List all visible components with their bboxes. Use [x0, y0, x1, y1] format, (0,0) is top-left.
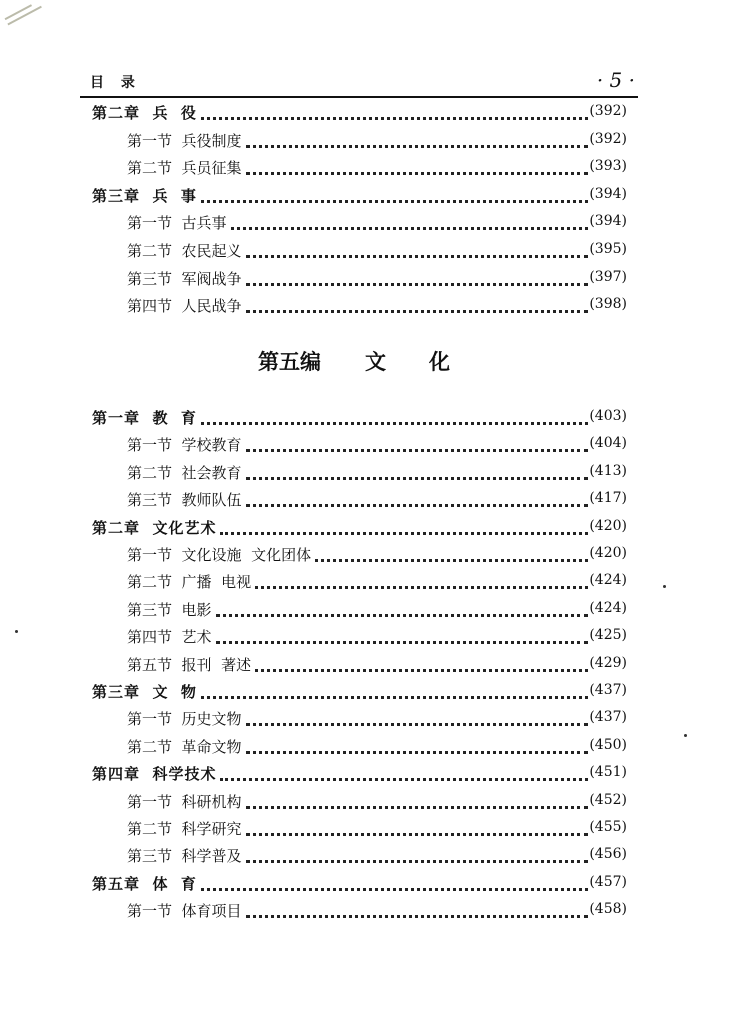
dot-leader	[255, 669, 588, 672]
dot-leader	[315, 559, 588, 562]
header-divider	[80, 96, 638, 98]
dot-leader	[246, 504, 588, 507]
page-reference: (458)	[589, 901, 627, 918]
dot-leader	[246, 310, 588, 313]
chapter-title: 第三章 文 物	[92, 683, 197, 701]
toc-section-row	[0, 542, 743, 569]
toc-section-row	[0, 210, 743, 237]
toc-chapter-row	[0, 761, 743, 788]
toc-chapter-row	[0, 405, 743, 432]
page-reference: (398)	[589, 296, 627, 313]
page-reference: (417)	[589, 490, 627, 507]
toc-section-row	[0, 652, 743, 679]
toc-section-row	[0, 898, 743, 925]
toc-chapter-row	[0, 871, 743, 898]
toc-section-row	[0, 155, 743, 182]
page-reference: (403)	[589, 408, 627, 424]
dot-leader	[201, 422, 588, 425]
page-reference: (429)	[589, 654, 627, 671]
dot-leader	[246, 477, 588, 480]
page-reference: (392)	[589, 103, 627, 119]
section-title: 第三节 电影	[127, 600, 212, 619]
section-title: 第五节 报刊 著述	[127, 655, 252, 674]
page-reference: (420)	[589, 545, 627, 561]
chapter-title: 第四章 科学技术	[92, 765, 217, 784]
page-reference: (425)	[589, 627, 627, 644]
dot-leader	[246, 145, 588, 148]
dot-leader	[216, 641, 588, 644]
page-reference: (437)	[589, 682, 627, 698]
section-title: 第三节 教师队伍	[127, 491, 242, 510]
scan-speck	[663, 585, 666, 588]
page-reference: (404)	[589, 435, 627, 452]
section-title: 第一节 科研机构	[127, 792, 242, 811]
running-title: 目 录	[90, 75, 141, 91]
dot-leader	[246, 449, 588, 452]
section-title: 第二节 广播 电视	[127, 573, 252, 592]
page-reference: (451)	[589, 764, 627, 781]
page-reference: (450)	[589, 736, 627, 753]
part-title-word-1: 文	[365, 349, 386, 374]
section-title: 第一节 兵役制度	[127, 131, 242, 150]
page-reference: (457)	[589, 873, 627, 890]
dot-leader	[246, 723, 588, 726]
section-title: 第一节 历史文物	[127, 710, 242, 729]
section-title: 第二节 革命文物	[127, 737, 242, 756]
scan-speck	[684, 734, 687, 737]
chapter-title: 第二章 文化艺术	[92, 518, 217, 537]
dot-leader	[216, 614, 588, 617]
dot-leader	[246, 283, 588, 286]
toc-chapter-row	[0, 679, 743, 706]
chapter-title: 第二章 兵 役	[92, 104, 197, 122]
toc-section-row	[0, 487, 743, 514]
dot-leader	[220, 778, 588, 781]
page-number: · 5 ·	[596, 68, 635, 92]
dot-leader	[246, 255, 588, 258]
dot-leader	[246, 833, 588, 836]
toc-section-row	[0, 624, 743, 651]
section-title: 第三节 科学普及	[127, 847, 242, 866]
toc-section-row	[0, 734, 743, 761]
toc-section-row	[0, 816, 743, 843]
section-title: 第一节 体育项目	[127, 902, 242, 921]
toc-section-row	[0, 432, 743, 459]
dot-leader	[201, 117, 588, 120]
section-title: 第一节 文化设施 文化团体	[127, 546, 312, 564]
page-header	[90, 68, 635, 94]
chapter-title: 第五章 体 育	[92, 874, 197, 893]
toc-section-row	[0, 266, 743, 293]
page-reference: (397)	[589, 268, 627, 285]
toc-section-row	[0, 706, 743, 733]
dot-leader	[255, 586, 588, 589]
dot-leader	[246, 915, 588, 918]
dot-leader	[246, 860, 588, 863]
toc-chapter-row	[0, 100, 743, 127]
page-reference: (455)	[589, 819, 627, 835]
page-reference: (456)	[589, 846, 627, 863]
chapter-title: 第三章 兵 事	[92, 186, 197, 205]
page-reference: (394)	[589, 213, 627, 230]
section-title: 第一节 学校教育	[127, 436, 242, 455]
dot-leader	[246, 172, 588, 175]
toc-section-row	[0, 293, 743, 320]
part-number: 第五编	[258, 349, 321, 374]
section-title: 第四节 人民战争	[127, 297, 242, 316]
toc-section-row	[0, 843, 743, 870]
page-reference: (413)	[589, 462, 627, 479]
page-reference: (424)	[589, 599, 627, 616]
part-title	[258, 346, 458, 376]
scan-speck	[15, 630, 18, 633]
section-title: 第三节 军阀战争	[127, 269, 242, 288]
section-title: 第二节 农民起义	[127, 242, 242, 260]
section-title: 第二节 社会教育	[127, 463, 242, 482]
page-reference: (395)	[589, 241, 627, 257]
toc-section-row	[0, 569, 743, 596]
page-reference: (393)	[589, 158, 627, 175]
page-reference: (452)	[589, 791, 627, 808]
toc-section-row	[0, 789, 743, 816]
watermark-stamp	[2, 0, 48, 31]
section-title: 第一节 古兵事	[127, 214, 227, 233]
toc-section-row	[0, 597, 743, 624]
page-reference: (424)	[589, 572, 627, 589]
section-title: 第四节 艺术	[127, 628, 212, 647]
toc-section-row	[0, 238, 743, 265]
part-title-word-2: 化	[429, 349, 450, 374]
dot-leader	[201, 200, 588, 203]
dot-leader	[246, 806, 588, 809]
section-title: 第二节 科学研究	[127, 820, 242, 838]
page-reference: (392)	[589, 130, 627, 147]
chapter-title: 第一章 教 育	[92, 409, 197, 427]
dot-leader	[246, 751, 588, 754]
page-reference: (420)	[589, 517, 627, 534]
dot-leader	[220, 532, 588, 535]
toc-chapter-row	[0, 515, 743, 542]
toc-section-row	[0, 460, 743, 487]
dot-leader	[201, 888, 588, 891]
dot-leader	[201, 696, 588, 699]
page-reference: (437)	[589, 709, 627, 726]
toc-section-row	[0, 128, 743, 155]
dot-leader	[231, 227, 588, 230]
page-reference: (394)	[589, 185, 627, 202]
toc-chapter-row	[0, 183, 743, 210]
section-title: 第二节 兵员征集	[127, 159, 242, 178]
